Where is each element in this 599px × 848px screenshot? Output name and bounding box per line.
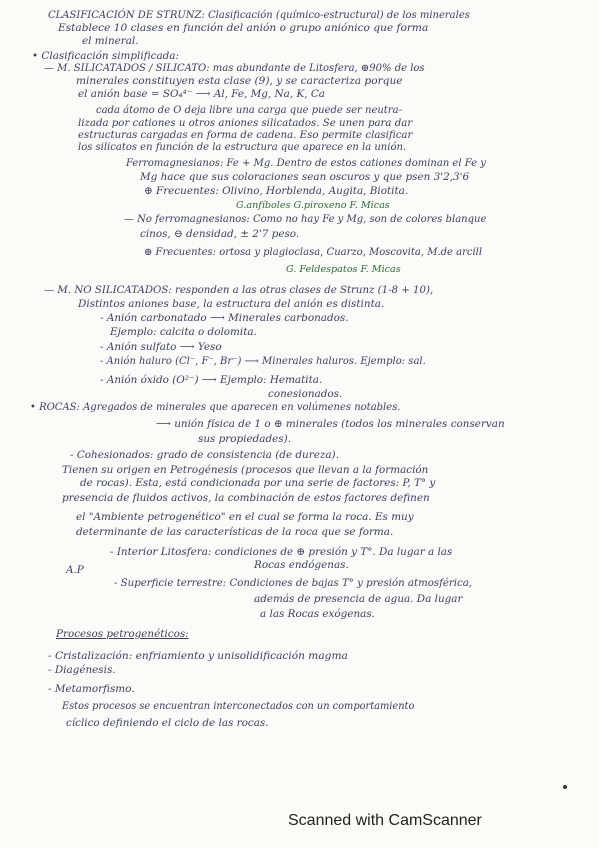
note-line: minerales constituyen esta clase (9), y se caracteriza porque (76, 75, 403, 87)
note-line: los silicatos en función de la estructura que aparece en la unión. (78, 142, 407, 153)
note-line: G. Feldespatos F. Micas (286, 264, 401, 275)
note-line: sus propiedades). (198, 433, 291, 445)
section-procesos: Procesos petrogenéticos: (56, 628, 189, 640)
heading-strunz: CLASIFICACIÓN DE STRUNZ: Clasificación (químico-estructural) de los minerales (48, 10, 470, 21)
note-line: determinante de las características de la roca que se forma. (76, 526, 394, 538)
note-line: cada átomo de O deja libre una carga que puede ser neutra- (96, 105, 402, 116)
note-line: - Cohesionados: grado de consistencia (de dureza). (70, 449, 339, 461)
note-line: Estos procesos se encuentran interconectados con un comportamiento (62, 701, 415, 712)
note-line: el "Ambiente petrogenético" en el cual se forma la roca. Es muy (76, 511, 414, 523)
note-line: — No ferromagnesianos: Como no hay Fe y Mg, son de colores blanque (124, 214, 487, 225)
note-line: Distintos aniones base, la estructura del anión es distinta. (78, 298, 385, 310)
note-line: de rocas). Esta, está condicionada por una serie de factores: P, T° y (80, 477, 436, 489)
note-line: - Anión óxido (O²⁻) ⟶ Ejemplo: Hematita. (100, 374, 323, 386)
note-line: ⟶ unión física de 1 o ⊕ minerales (todos los minerales conservan (156, 418, 505, 430)
note-line: — M. NO SILICATADOS: responden a las otras clases de Strunz (1-8 + 10), (44, 285, 434, 296)
note-line: Tienen su origen en Petrogénesis (procesos que llevan a la formación (62, 464, 429, 476)
note-line: presencia de fluidos activos, la combinación de estos factores definen (62, 492, 430, 504)
note-line: - Superficie terrestre: Condiciones de bajas T° y presión atmosférica, (114, 578, 473, 589)
note-line: lizada por cationes u otros aniones silicatados. Se unen para dar (78, 118, 413, 129)
note-line: G.anfíboles G.piroxeno F. Micas (236, 200, 390, 211)
scanner-watermark: Scanned with CamScanner (288, 812, 482, 829)
note-line: - Diagénesis. (48, 664, 116, 676)
note-line: Rocas endógenas. (254, 559, 349, 571)
note-line: - Cristalización: enfriamiento y unisolidificación magma (48, 650, 348, 662)
note-line: - Anión sulfato ⟶ Yeso (100, 341, 222, 353)
note-line: ⊕ Frecuentes: ortosa y plagioclasa, Cuarzo, Moscovita, M.de arcill (144, 247, 483, 258)
note-line: - Anión haluro (Cl⁻, F⁻, Br⁻) ⟶ Minerales haluros. Ejemplo: sal. (100, 356, 426, 367)
note-line: - Metamorfismo. (48, 683, 135, 695)
note-line: Ferromagnesianos: Fe + Mg. Dentro de estos cationes dominan el Fe y (126, 158, 486, 169)
note-line: ⊕ Frecuentes: Olivino, Horblenda, Augita, Biotita. (144, 185, 409, 197)
section-rocas: • ROCAS: Agregados de minerales que aparecen en volúmenes notables. (30, 402, 401, 413)
note-line: además de presencia de agua. Da lugar (254, 593, 463, 605)
note-line: - Anión carbonatado ⟶ Minerales carbonados. (100, 312, 349, 324)
note-line: Ejemplo: calcita o dolomita. (110, 326, 257, 338)
section-clasificacion: • Clasificación simplificada: (32, 50, 179, 62)
note-line: — M. SILICATADOS / SILICATO: mas abundante de Litosfera, ⊕90% de los (44, 63, 425, 74)
note-label-ap: A.P (66, 564, 84, 576)
note-line: - Interior Litosfera: condiciones de ⊕ presión y T°. Da lugar a las (110, 546, 453, 558)
note-line: cíclico definiendo el ciclo de las rocas. (66, 717, 269, 729)
note-line: Mg hace que sus coloraciones sean oscuros y que psen 3'2,3'6 (140, 171, 470, 183)
note-line: estructuras cargadas en forma de cadena. Eso permite clasificar (78, 130, 413, 141)
ink-dot (563, 785, 567, 789)
note-line: a las Rocas exógenas. (260, 608, 375, 620)
note-line: el anión base = SO₄⁴⁻ ⟶ Al, Fe, Mg, Na, K, Ca (78, 88, 325, 100)
note-line: Establece 10 clases en función del anión o grupo aniónico que forma (58, 22, 429, 34)
note-line: cinos, ⊖ densidad, ± 2'7 peso. (140, 228, 300, 240)
note-line: conesionados. (268, 388, 343, 400)
note-line: el mineral. (82, 35, 139, 47)
